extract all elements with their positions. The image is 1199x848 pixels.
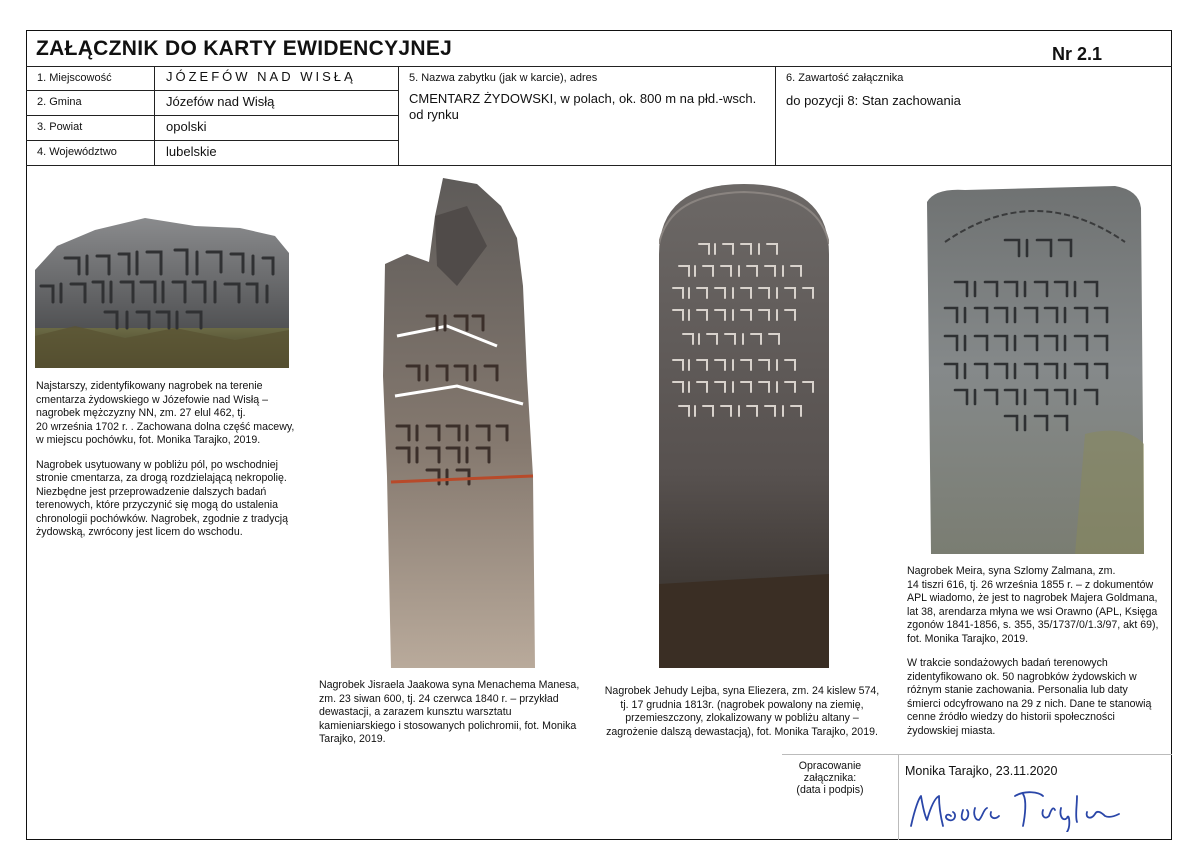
- caption-photo-3: [592, 685, 892, 739]
- photo-tombstone-1840: [377, 176, 539, 668]
- row-line: [26, 90, 398, 91]
- handwritten-signature: [905, 786, 1145, 832]
- author-date: Monika Tarajko, 23.11.2020: [905, 764, 1058, 778]
- caption-photo-4: [893, 565, 1168, 749]
- caption-line: przemieszczony, zlokalizowany w pobliżu altany –: [625, 712, 859, 724]
- caption-line: Nagrobek Jehudy Lejba, syna Eliezera, zm. 24 kislew 574,: [604, 685, 880, 697]
- caption-line: APL wiadomo, że jest to nagrobek Majera Goldmana,: [907, 592, 1158, 604]
- row-line: [26, 140, 398, 141]
- caption-line: fot. Monika Tarajko, 2019.: [907, 632, 1029, 645]
- document-title: ZAŁĄCZNIK DO KARTY EWIDENCYJNEJ: [36, 37, 453, 60]
- column-line: [398, 66, 399, 165]
- caption-line: zidentyfikowano ok. 50 nagrobków żydowskich w: [907, 670, 1137, 683]
- caption-line: cenne źródło wiedzy do historii społeczności: [907, 711, 1115, 723]
- caption-paragraph: [893, 565, 1168, 646]
- caption-line: Nagrobek usytuowany w pobliżu pól, po wschodniej: [36, 458, 279, 471]
- caption-line: Nagrobek Meira, syna Szlomy Zalmana, zm.: [907, 565, 1116, 577]
- footer-divider: [782, 754, 1172, 755]
- row-line: [26, 115, 398, 116]
- caption-line: w miejscu pochówku, fot. Monika Tarajko, 2019.: [36, 434, 261, 446]
- field-label-wojewodztwo: 4. Województwo: [37, 146, 117, 158]
- caption-line: Najstarszy, zidentyfikowany nagrobek na terenie: [36, 380, 263, 392]
- photo-tombstone-1813: [659, 184, 829, 668]
- caption-paragraph: [36, 380, 306, 448]
- caption-photo-1: [36, 380, 306, 551]
- caption-line: lat 38, arendarza młyna we wsi Orawno (APL, Księga: [907, 605, 1158, 618]
- caption-line: nagrobek mężczyzny NN, zm. 27 elul 462, tj.: [36, 407, 246, 419]
- caption-line: Niezbędne jest przeprowadzenie dalszych badań: [36, 485, 267, 498]
- field-value-miejscowosc: JÓZEFÓW NAD WISŁĄ: [166, 69, 356, 84]
- caption-line: zm. 23 siwan 600, tj. 24 czerwca 1840 r. – przykład: [319, 692, 559, 705]
- caption-line: zgonów 1841-1856, s. 355, 35/1737/0/1.3/97, akt 69),: [907, 619, 1159, 631]
- field-label-powiat: 3. Powiat: [37, 121, 83, 133]
- caption-line: dewastacji, a zarazem kunsztu warsztatu: [319, 706, 512, 718]
- caption-line: Nagrobek Jisraela Jaakowa syna Menachema Manesa,: [319, 679, 580, 691]
- table-bottom-line: [26, 165, 1172, 166]
- caption-line: stronie cmentarza, za drogą rozdzielającą nekropolię.: [36, 472, 287, 484]
- footer-label-line: załącznika:: [803, 772, 857, 784]
- field-value-nazwa: CMENTARZ ŻYDOWSKI, w polach, ok. 800 m na płd.-wsch. od rynku: [409, 91, 757, 122]
- caption-line: cmentarza żydowskiego w Józefowie nad Wisłą –: [36, 393, 268, 406]
- attachment-number: Nr 2.1: [1052, 44, 1103, 64]
- caption-line: chronologii pochówków. Nagrobek, zgodnie z tradycją: [36, 512, 289, 525]
- field-value-zawartosc: do pozycji 8: Stan zachowania: [786, 93, 961, 108]
- caption-line: terenowych, które przyczynić się mogą do ustalenia: [36, 499, 279, 511]
- caption-line: różnym stanie zachowania. Personalia lub daty: [907, 684, 1128, 696]
- field-value-powiat: opolski: [166, 119, 207, 134]
- field-label-miejscowosc: 1. Miejscowość: [37, 72, 112, 84]
- footer-label-line: (data i podpis): [796, 784, 864, 796]
- caption-line: kamieniarskiego i stosowanych polichromii, fot. Monika: [319, 719, 577, 732]
- caption-photo-2: [319, 679, 589, 747]
- caption-line: tj. 17 grudnia 1813r. (nagrobek powalony na ziemię,: [620, 698, 864, 711]
- photo-tombstone-1702: [35, 208, 289, 368]
- column-line: [154, 66, 155, 165]
- caption-line: 20 września 1702 r. . Zachowana dolna część macewy,: [36, 420, 295, 433]
- footer-label-line: Opracowanie: [798, 760, 862, 772]
- caption-line: żydowską, zwrócony jest licem do wschodu.: [36, 526, 243, 538]
- caption-line: żydowskiej miasta.: [907, 724, 996, 737]
- field-label-zawartosc: 6. Zawartość załącznika: [786, 72, 904, 84]
- caption-line: zagrożenie dalszą dewastacją), fot. Monika Tarajko, 2019.: [606, 725, 878, 738]
- prepared-by-label: [790, 760, 870, 796]
- column-line: [775, 66, 776, 165]
- field-label-gmina: 2. Gmina: [37, 96, 82, 108]
- footer-column-line: [898, 754, 899, 840]
- caption-line: Tarajko, 2019.: [319, 733, 386, 745]
- caption-paragraph: [893, 657, 1168, 738]
- photo-tombstone-1855: [925, 184, 1144, 554]
- caption-line: śmierci odcyfrowano na 29 z nich. Dane te stanowią: [907, 697, 1152, 710]
- field-value-wojewodztwo: lubelskie: [166, 144, 217, 159]
- caption-line: 14 tiszri 616, tj. 26 września 1855 r. – z dokumentów: [907, 578, 1154, 591]
- field-label-nazwa: 5. Nazwa zabytku (jak w karcie), adres: [409, 72, 598, 84]
- field-value-gmina: Józefów nad Wisłą: [166, 94, 275, 109]
- table-top-line: [26, 66, 1172, 67]
- caption-paragraph: [36, 459, 306, 540]
- caption-line: W trakcie sondażowych badań terenowych: [907, 657, 1108, 669]
